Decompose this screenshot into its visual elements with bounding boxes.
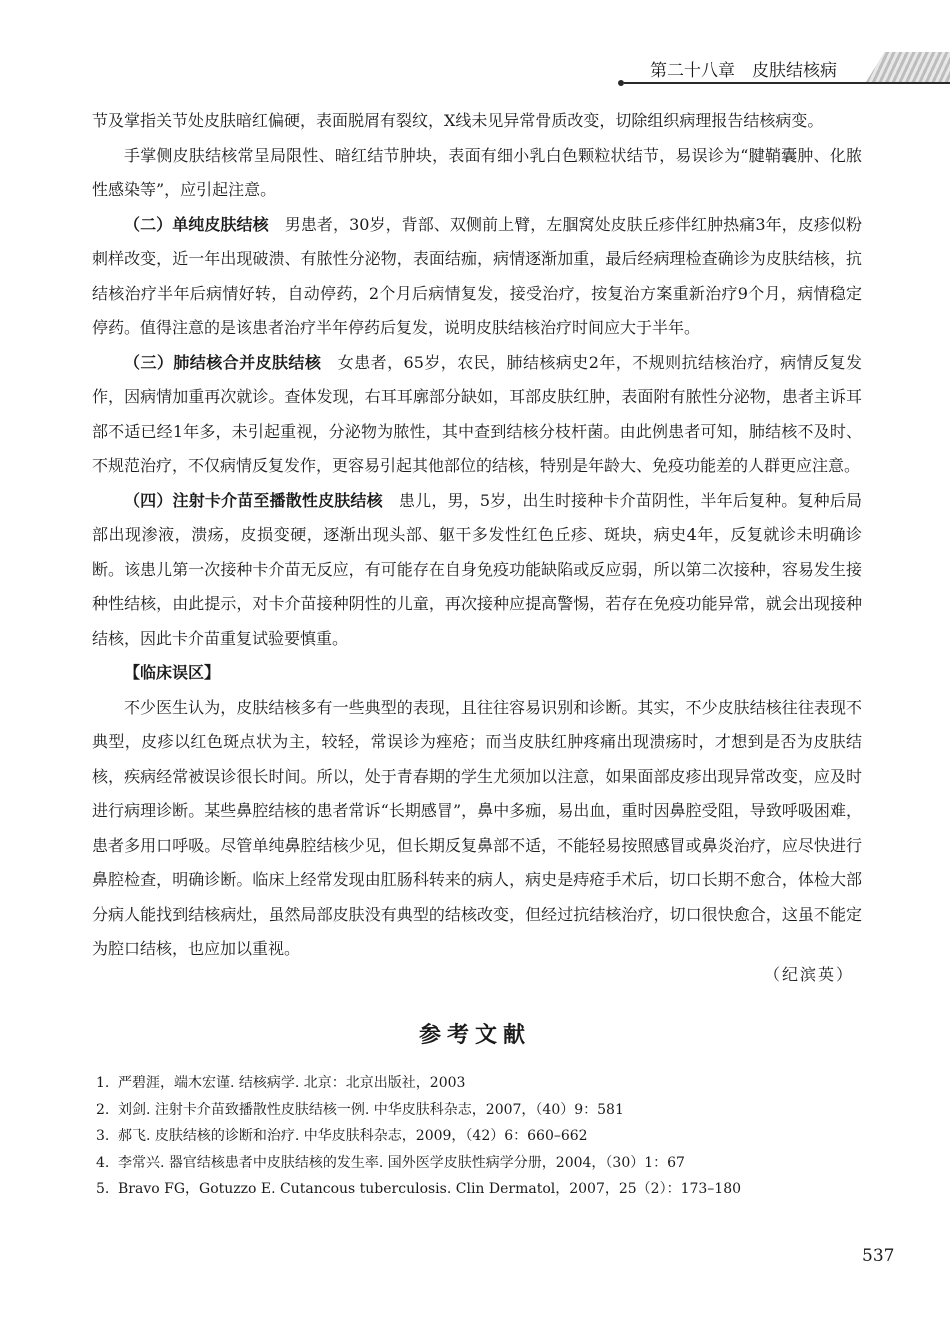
reference-item: 2. 刘剑. 注射卡介苗致播散性皮肤结核一例. 中华皮肤科杂志，2007，（40）9：581 [96,1101,624,1118]
case-heading: （四）注射卡介苗至播散性皮肤结核 [124,490,383,510]
header-rule [624,82,950,84]
paragraph: 不少医生认为，皮肤结核多有一些典型的表现，且往往容易识别和诊断。其实，不少皮肤结核往往表现不典型，皮疹以红色斑点状为主，较轻，常误诊为痤疮；而当皮肤红肿疼痛出现溃疡时，才想到是否为皮肤结核，疾病经常被误诊很长时间。所以，处于青春期的学生尤须加以注意，如果面部皮疹出现异常改变，应及时进行病理诊断。某些鼻腔结核的患者常诉“长期感冒”，鼻中多痂，易出血，重时因鼻腔受阻，导致呼吸困难，患者多用口呼吸。尽管单纯鼻腔结核少见，但长期反复鼻部不适，不能轻易按照感冒或鼻炎治疗，应尽快进行鼻腔检查，明确诊断。临床上经常发现由肛肠科转来的病人，病史是痔疮手术后，切口长期不愈合，体检大部分病人能找到结核病灶，虽然局部皮肤没有典型的结核改变，但经过抗结核治疗，切口很快愈合，这虽不能定为腔口结核，也应加以重视。 [92,697,862,958]
case-heading: （二）单纯皮肤结核 [124,214,269,234]
body-text [92,104,862,967]
reference-item: 4. 李常兴. 器官结核患者中皮肤结核的发生率. 国外医学皮肤性病学分册，2004，（30）1：67 [96,1154,685,1171]
running-header [600,52,950,86]
reference-item: 1. 严碧涯，端木宏谨. 结核病学. 北京：北京出版社，2003 [96,1075,466,1091]
paragraph: 手掌侧皮肤结核常呈局限性、暗红结节肿块，表面有细小乳白色颗粒状结节，易误诊为“腱鞘囊肿、化脓性感染等”，应引起注意。 [92,145,862,199]
case-paragraph: （三）肺结核合并皮肤结核 女患者，65岁，农民，肺结核病史2年，不规则抗结核治疗，病情反复发作，因病情加重再次就诊。查体发现，右耳耳廓部分缺如，耳部皮肤红肿，表面附有脓性分泌物，患者主诉耳部不适已经1年多，未引起重视，分泌物为脓性，其中查到结核分枝杆菌。由此例患者可知，肺结核不及时、不规范治疗，不仅病情反复发作，更容易引起其他部位的结核，特别是年龄大、免疫功能差的人群更应注意。 [92,352,862,475]
case-paragraph: （四）注射卡介苗至播散性皮肤结核 患儿，男，5岁，出生时接种卡介苗阴性，半年后复种。复种后局部出现渗液，溃疡，皮损变硬，逐渐出现头部、躯干多发性红色丘疹、斑块，病史4年，反复就诊未明确诊断。该患儿第一次接种卡介苗无反应，有可能存在自身免疫功能缺陷或反应弱，所以第二次接种，容易发生接种性结核，由此提示，对卡介苗接种阴性的儿童，再次接种应提高警惕，若存在免疫功能异常，就会出现接种结核，因此卡介苗重复试验要慎重。 [92,490,862,648]
case-paragraph: （二）单纯皮肤结核 男患者，30岁，背部、双侧前上臂，左腘窝处皮肤丘疹伴红肿热痛3年，皮疹似粉刺样改变，近一年出现破溃、有脓性分泌物，表面结痂，病情逐渐加重，最后经病理检查确诊为皮肤结核，抗结核治疗半年后病情好转，自动停药，2个月后病情复发，接受治疗，按复治方案重新治疗9个月，病情稳定停药。值得注意的是该患者治疗半年停药后复发，说明皮肤结核治疗时间应大于半年。 [92,214,862,337]
page-number: 537 [862,1246,895,1266]
references-heading: 参考文献 [418,1023,531,1048]
header-decoration [866,52,950,82]
author-credit: （纪滨英） [763,965,854,984]
section-title: 【临床误区】 [124,663,221,682]
reference-list [96,1070,896,1203]
reference-item: 5. Bravo FG，Gotuzzo E. Cutancous tuberculosis. Clin Dermatol，2007，25（2）：173–180 [96,1181,742,1197]
paragraph-continuation: 节及掌指关节处皮肤暗红偏硬，表面脱屑有裂纹，X线未见异常骨质改变，切除组织病理报告结核病变。 [92,111,824,130]
reference-item: 3. 郝飞. 皮肤结核的诊断和治疗. 中华皮肤科杂志，2009，（42）6：660–662 [96,1128,588,1144]
chapter-title: 第二十八章 皮肤结核病 [650,61,837,81]
case-heading: （三）肺结核合并皮肤结核 [124,352,322,372]
